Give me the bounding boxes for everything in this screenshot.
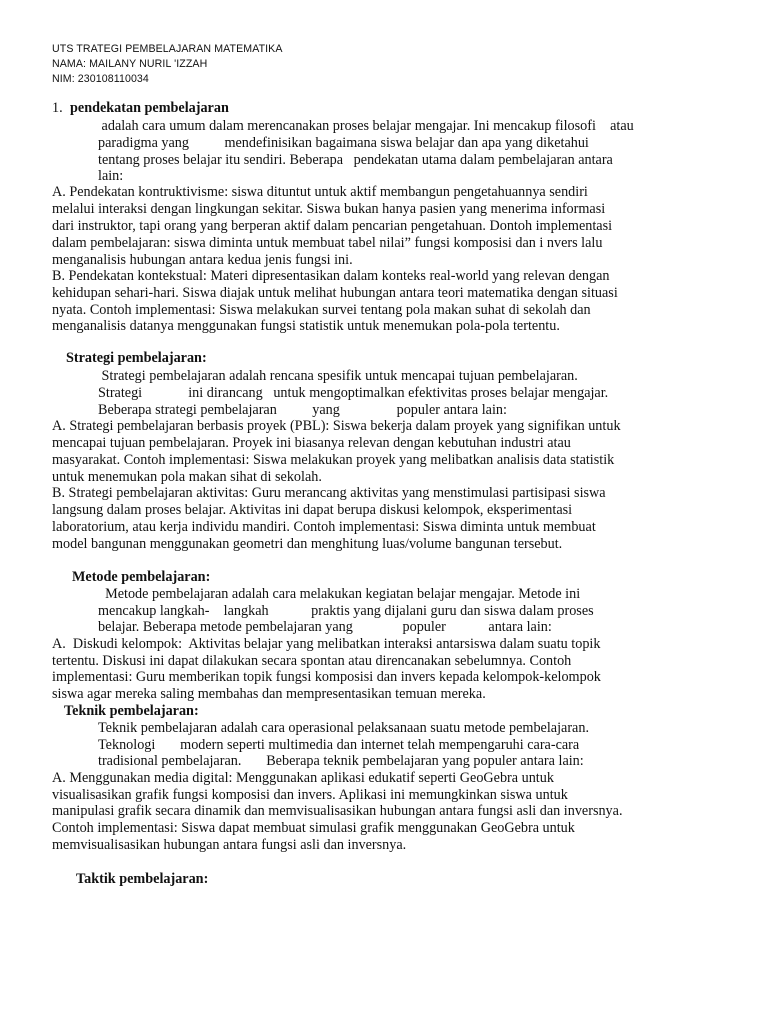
- paragraph-line: Contoh implementasi: Siswa dapat membuat simulasi grafik menggunakan GeoGebra untuk: [52, 820, 575, 836]
- paragraph-line: dari instruktor, tapi orang yang berperan aktif dalam pencarian pengetahuan. Dontoh implementasi: [52, 218, 613, 234]
- paragraph-line: implementasi: Guru memberikan topik fungsi komposisi dan invers kepada kelompok-kelompok: [52, 669, 601, 685]
- paragraph-line: Teknologi modern seperti multimedia dan internet telah mempengaruhi cara-cara: [98, 737, 580, 753]
- paragraph-line: A. Pendekatan kontruktivisme: siswa dituntut untuk aktif membangun pengetahuannya sendiri: [52, 184, 588, 200]
- paragraph-line: tradisional pembelajaran. Beberapa teknik pembelajaran yang populer antara lain:: [98, 753, 584, 769]
- paragraph-line: menganalisis hubungan antara kedua jenis fungsi ini.: [52, 252, 353, 268]
- section-heading-metode: Metode pembelajaran:: [72, 569, 211, 585]
- paragraph-line: kehidupan sehari-hari. Siswa diajak untuk melihat hubungan antara teori matematika dengan situasi: [52, 285, 618, 301]
- paragraph-line: B. Strategi pembelajaran aktivitas: Guru merancang aktivitas yang menstimulasi partisipasi siswa: [52, 485, 606, 501]
- paragraph-line: nyata. Contoh implementasi: Siswa melakukan survei tentang pola makan suhat di sekolah dan: [52, 302, 591, 318]
- paragraph-line: mencakup langkah- langkah praktis yang dijalani guru dan siswa dalam proses: [98, 603, 594, 619]
- paragraph-line: visualisasikan grafik fungsi komposisi dan invers. Aplikasi ini memungkinkan siswa untuk: [52, 787, 568, 803]
- paragraph-line: lain:: [98, 168, 124, 184]
- paragraph-line: dalam pembelajaran: siswa diminta untuk membuat tabel nilai” fungsi komposisi dan i nvers lalu: [52, 235, 603, 251]
- section-heading-strategi: Strategi pembelajaran:: [66, 350, 207, 366]
- paragraph-line: Teknik pembelajaran adalah cara operasional pelaksanaan suatu metode pembelajaran.: [98, 720, 589, 736]
- paragraph-line: siswa agar mereka saling membahas dan mempresentasikan temuan mereka.: [52, 686, 486, 702]
- paragraph-line: A. Diskudi kelompok: Aktivitas belajar yang melibatkan interaksi antarsiswa dalam suatu topik: [52, 636, 601, 652]
- paragraph-line: masyarakat. Contoh implementasi: Siswa melakukan proyek yang melibatkan analisis data statistik: [52, 452, 615, 468]
- paragraph-line: Beberapa strategi pembelajaran yang populer antara lain:: [98, 402, 507, 418]
- exam-title: UTS TRATEGI PEMBELAJARAN MATEMATIKA: [52, 43, 283, 55]
- paragraph-line: memvisualisasikan hubungan antara fungsi asli dan inversnya.: [52, 837, 407, 853]
- paragraph-line: A. Strategi pembelajaran berbasis proyek (PBL): Siswa bekerja dalam proyek yang signifikan untuk: [52, 418, 621, 434]
- paragraph-line: adalah cara umum dalam merencanakan proses belajar mengajar. Ini mencakup filosofi atau: [98, 118, 634, 134]
- paragraph-line: laboratorium, atau kerja individu mandiri. Contoh implementasi: Siswa diminta untuk membuat: [52, 519, 596, 535]
- section-number: 1.: [52, 100, 63, 116]
- paragraph-line: melalui interaksi dengan lingkungan sekitar. Siswa bukan hanya pasien yang menerima informasi: [52, 201, 606, 217]
- document-header: [52, 42, 283, 87]
- paragraph-line: model bangunan menggunakan geometri dan menghitung luas/volume bangunan tersebut.: [52, 536, 563, 552]
- paragraph-line: Strategi ini dirancang untuk mengoptimalkan efektivitas proses belajar mengajar.: [98, 385, 609, 401]
- paragraph-line: paradigma yang mendefinisikan bagaimana siswa belajar dan apa yang diketahui: [98, 135, 589, 151]
- paragraph-line: belajar. Beberapa metode pembelajaran yang populer antara lain:: [98, 619, 552, 635]
- paragraph-line: tertentu. Diskusi ini dapat dilakukan secara spontan atau direncanakan sebelumnya. Contoh: [52, 653, 572, 669]
- section-heading-teknik: Teknik pembelajaran:: [64, 703, 199, 719]
- student-nim: NIM: 230108110034: [52, 73, 149, 85]
- section-heading-taktik: Taktik pembelajaran:: [76, 871, 209, 887]
- paragraph-line: menganalisis datanya menggunakan fungsi statistik untuk menemukan pola-pola tertentu.: [52, 318, 560, 334]
- paragraph-line: Metode pembelajaran adalah cara melakukan kegiatan belajar mengajar. Metode ini: [98, 586, 581, 602]
- student-name: NAMA: MAILANY NURIL 'IZZAH: [52, 58, 208, 70]
- section-heading-pendekatan: pendekatan pembelajaran: [70, 100, 229, 116]
- paragraph-line: manipulasi grafik secara dinamik dan memvisualisasikan hubungan antara fungsi asli dan inversnya.: [52, 803, 623, 819]
- paragraph-line: B. Pendekatan kontekstual: Materi dipresentasikan dalam konteks real-world yang relevan dengan: [52, 268, 610, 284]
- paragraph-line: langsung dalam proses belajar. Aktivitas ini dapat berupa diskusi kelompok, eksperimentasi: [52, 502, 573, 518]
- paragraph-line: A. Menggunakan media digital: Menggunakan aplikasi edukatif seperti GeoGebra untuk: [52, 770, 554, 786]
- paragraph-line: mencapai tujuan pembelajaran. Proyek ini biasanya relevan dengan kebutuhan industri atau: [52, 435, 571, 451]
- paragraph-line: Strategi pembelajaran adalah rencana spesifik untuk mencapai tujuan pembelajaran.: [98, 368, 578, 384]
- paragraph-line: untuk menemukan pola makan sihat di sekolah.: [52, 469, 322, 485]
- paragraph-line: tentang proses belajar itu sendiri. Beberapa pendekatan utama dalam pembelajaran antara: [98, 152, 613, 168]
